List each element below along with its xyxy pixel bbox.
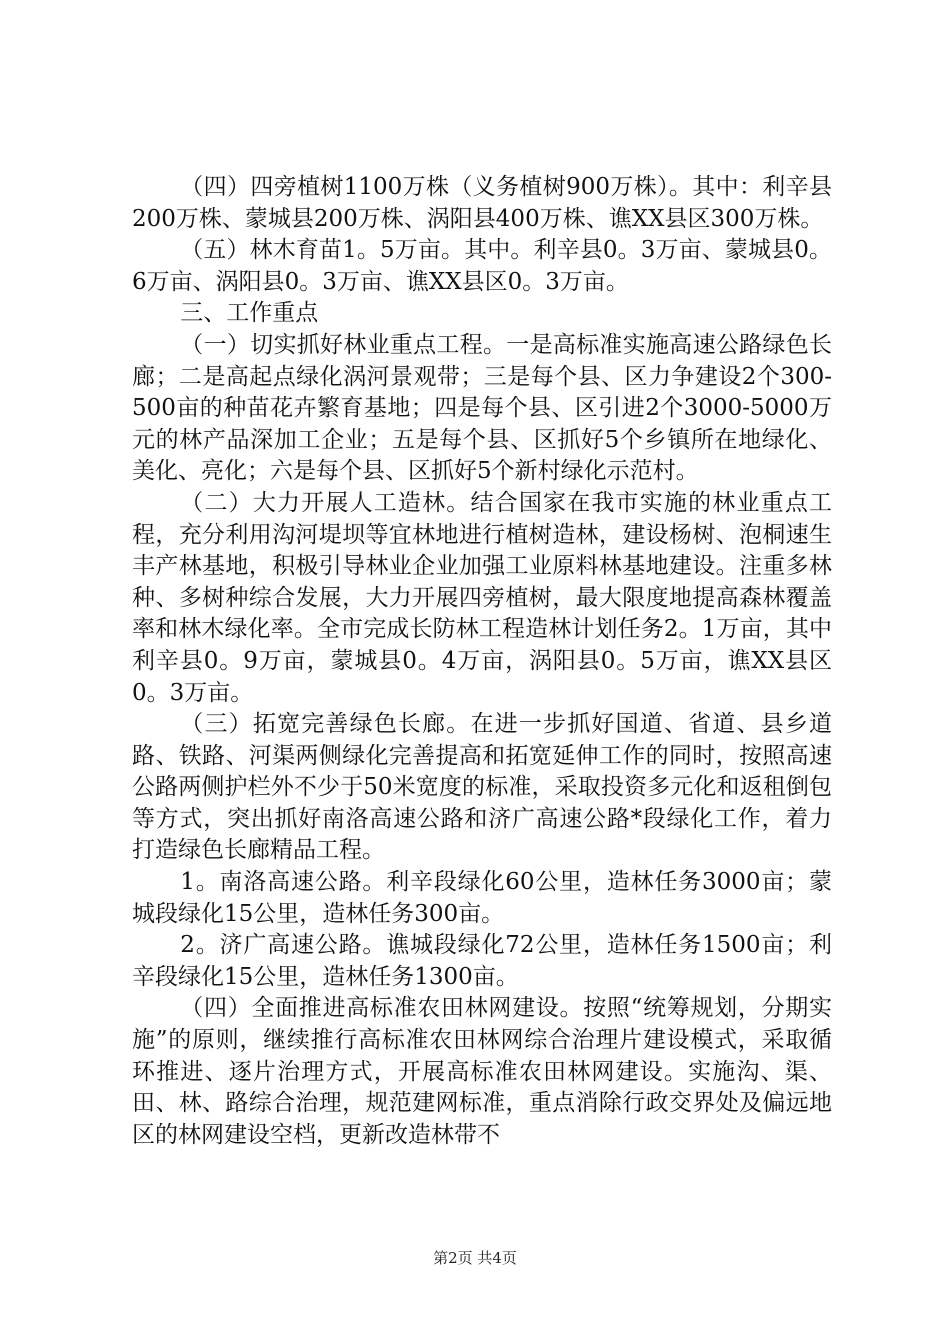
paragraph-nursery: （五）林木育苗1。5万亩。其中。利辛县0。3万亩、蒙城县0。6万亩、涡阳县0。3万亩、谯XX县区0。3万亩。 [132,237,832,295]
paragraph-afforestation: （二）大力开展人工造林。结合国家在我市实施的林业重点工程，充分利用沟河堤坝等宜林地进行植树造林，建设杨树、泡桐速生丰产林基地，积极引导林业企业加强工业原料林基地建设。注重多林种、多树种综合发展，大力开展四旁植树，最大限度地提高森林覆盖率和林木绿化率。全市完成长防林工程造林计划任务2。1万亩，其中利辛县0。9万亩，蒙城县0。4万亩，涡阳县0。5万亩，谯XX县区0。3万亩。 [132,489,832,706]
paragraph-farmland-network: （四）全面推进高标准农田林网建设。按照“统筹规划，分期实施”的原则，继续推行高标准农田林网综合治理片建设模式，采取循环推进、逐片治理方式，开展高标准农田林网建设。实施沟、渠、田、林、路综合治理，规范建网标准，重点消除行政交界处及偏远地区的林网建设空档，更新改造林带不 [132,995,832,1148]
document-body [132,172,832,1151]
page-footer: 第2页 共4页 [433,1249,517,1267]
paragraph-green-corridor: （三）拓宽完善绿色长廊。在进一步抓好国道、省道、县乡道路、铁路、河渠两侧绿化完善提高和拓宽延伸工作的同时，按照高速公路两侧护栏外不少于50米宽度的标准，采取投资多元化和返租倒包等方式，突出抓好南洛高速公路和济广高速公路*段绿化工作，着力打造绿色长廊精品工程。 [132,711,832,864]
paragraph-jiguang-highway: 2。济广高速公路。谯城段绿化72公里，造林任务1500亩；利辛段绿化15公里，造林任务1300亩。 [132,932,832,990]
paragraph-nanluo-highway: 1。南洛高速公路。利辛段绿化60公里，造林任务3000亩；蒙城段绿化15公里，造林任务300亩。 [132,869,832,927]
section-heading-work-focus: 三、工作重点 [180,300,319,327]
paragraph-four-side-planting: （四）四旁植树1100万株（义务植树900万株）。其中：利辛县200万株、蒙城县200万株、涡阳县400万株、谯XX县区300万株。 [132,174,832,232]
paragraph-key-projects: （一）切实抓好林业重点工程。一是高标准实施高速公路绿色长廊；二是高起点绿化涡河景观带；三是每个县、区力争建设2个300-500亩的种苗花卉繁育基地；四是每个县、区引进2个3000-5000万元的林产品深加工企业；五是每个县、区抓好5个乡镇所在地绿化、美化、亮化；六是每个县、区抓好5个新村绿化示范村。 [132,331,832,485]
